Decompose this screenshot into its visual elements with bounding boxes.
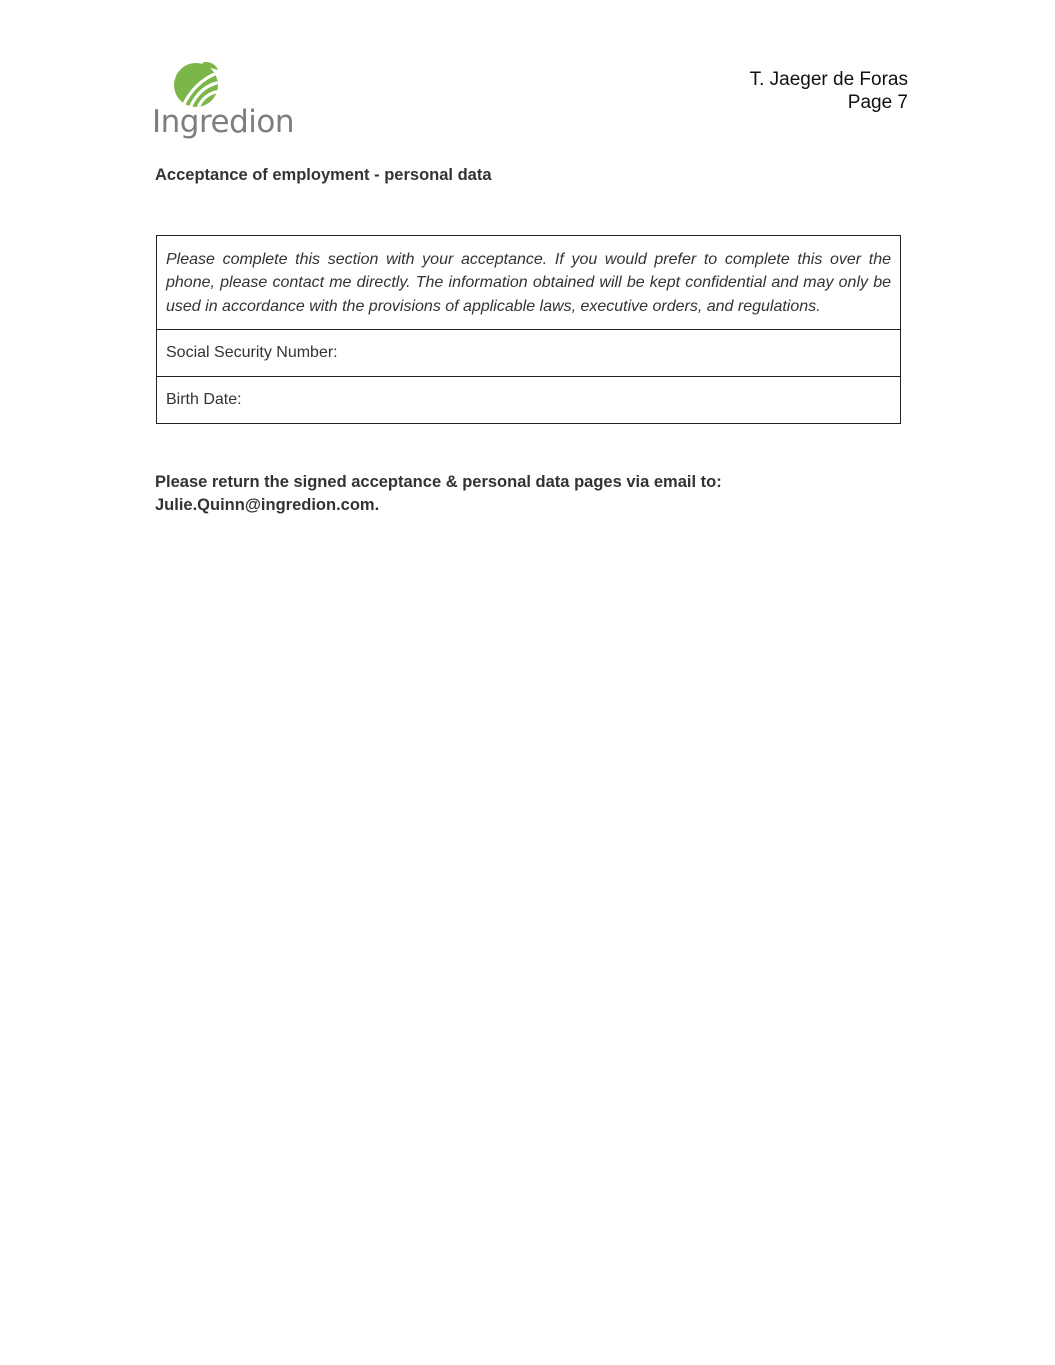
leaf-logo-icon (172, 60, 222, 108)
return-instructions-text: Please return the signed acceptance & personal data pages via email to: (155, 473, 722, 491)
company-logo (152, 58, 295, 148)
table-row (157, 236, 901, 330)
intro-text: Please complete this section with your acceptance. If you would prefer to complete this over the phone, please contact me directly. The information obtained will be kept confidential and may only be used in accordance with the provisions of applicable laws, executive orders, and regulations. (166, 251, 891, 315)
ssn-label: Social Security Number: (166, 344, 338, 361)
page-number: Page 7 (847, 92, 908, 113)
section-title: Acceptance of employment - personal data (155, 166, 492, 184)
intro-cell (157, 236, 901, 330)
return-email: Julie.Quinn@ingredion.com. (155, 496, 380, 514)
personal-data-table (156, 235, 901, 424)
recipient-name: T. Jaeger de Foras (749, 69, 908, 90)
return-instructions (155, 471, 895, 517)
table-row (157, 377, 901, 424)
logo-wordmark: Ingredion (152, 104, 295, 140)
ssn-field[interactable] (157, 330, 901, 377)
birth-date-field[interactable] (157, 377, 901, 424)
birth-date-label: Birth Date: (166, 391, 242, 408)
table-row (157, 330, 901, 377)
page-header (750, 68, 908, 114)
